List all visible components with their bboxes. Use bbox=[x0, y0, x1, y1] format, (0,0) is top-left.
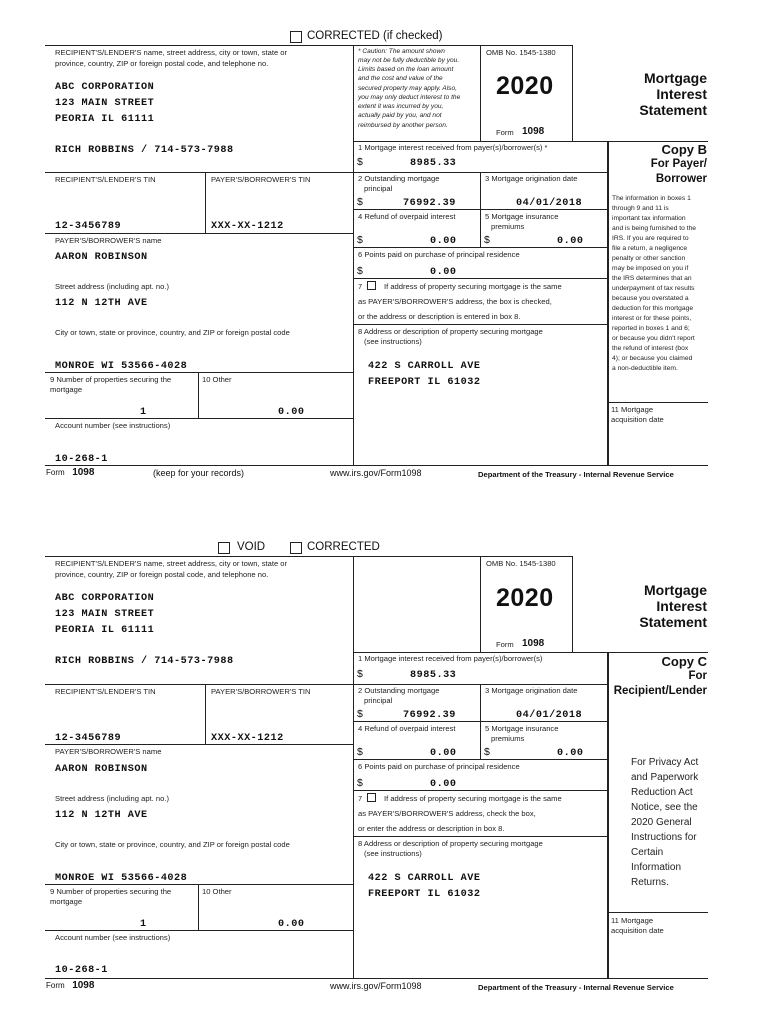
form-label: Form bbox=[496, 128, 514, 137]
form-number: 1098 bbox=[522, 126, 545, 137]
form-number: 1098 bbox=[522, 638, 545, 649]
box11-label: 11 Mortgage bbox=[611, 916, 654, 925]
payer-tin: XXX-XX-1212 bbox=[211, 733, 284, 744]
recipient-tin-label: RECIPIENT'S/LENDER'S TIN bbox=[55, 687, 156, 696]
recipient-city: PEORIA IL 61111 bbox=[55, 114, 155, 125]
box7-address-same-checkbox[interactable] bbox=[367, 281, 376, 290]
account-number: 10-268-1 bbox=[55, 454, 108, 465]
box3-origination-date: 04/01/2018 bbox=[516, 710, 583, 721]
recipient-street: 123 MAIN STREET bbox=[55, 609, 155, 620]
box7-address-same-checkbox[interactable] bbox=[367, 793, 376, 802]
payer-tin-label: PAYER'S/BORROWER'S TIN bbox=[211, 175, 311, 184]
recipient-label: RECIPIENT'S/LENDER'S name, street address, city or town, state or bbox=[55, 559, 288, 568]
box4-label: 4 Refund of overpaid interest bbox=[358, 212, 456, 221]
street-label: Street address (including apt. no.) bbox=[55, 282, 169, 291]
footer-form: Form 1098 bbox=[46, 980, 95, 991]
box1-mortgage-interest: 8985.33 bbox=[410, 670, 457, 681]
box3-label: 3 Mortgage origination date bbox=[485, 174, 578, 183]
recipient-tin: 12-3456789 bbox=[55, 733, 122, 744]
tax-year: 2020 bbox=[496, 584, 554, 612]
void-checkbox[interactable] bbox=[218, 542, 230, 554]
box10-other: 0.00 bbox=[278, 407, 305, 418]
recipient-tin-label: RECIPIENT'S/LENDER'S TIN bbox=[55, 175, 156, 184]
box3-origination-date: 04/01/2018 bbox=[516, 198, 583, 209]
payer-city: MONROE WI 53566-4028 bbox=[55, 361, 188, 372]
box3-label: 3 Mortgage origination date bbox=[485, 686, 578, 695]
box2-label: 2 Outstanding mortgage bbox=[358, 686, 440, 695]
box1-label: 1 Mortgage interest received from payer(s)/borrower(s) bbox=[358, 654, 543, 663]
box5-label: 5 Mortgage insurance bbox=[485, 724, 559, 733]
payer-name-label: PAYER'S/BORROWER'S name bbox=[55, 747, 162, 756]
account-label: Account number (see instructions) bbox=[55, 933, 171, 942]
recipient-label: RECIPIENT'S/LENDER'S name, street address, city or town, state or bbox=[55, 48, 288, 57]
street-label: Street address (including apt. no.) bbox=[55, 794, 169, 803]
footer-department: Department of the Treasury - Internal Revenue Service bbox=[478, 983, 674, 992]
payer-name: AARON ROBINSON bbox=[55, 764, 148, 775]
recipient-label-2: province, country, ZIP or foreign postal code, and telephone no. bbox=[55, 59, 269, 68]
void-label: VOID bbox=[237, 541, 266, 553]
recipient-city: PEORIA IL 61111 bbox=[55, 625, 155, 636]
box8-property-street: 422 S CARROLL AVE bbox=[368, 361, 481, 372]
box8-property-street: 422 S CARROLL AVE bbox=[368, 873, 481, 884]
recipient-name: ABC CORPORATION bbox=[55, 82, 155, 93]
payer-name-label: PAYER'S/BORROWER'S name bbox=[55, 236, 162, 245]
box9-label: 9 Number of properties securing the bbox=[50, 887, 172, 896]
footer-department: Department of the Treasury - Internal Revenue Service bbox=[478, 470, 674, 479]
box10-label: 10 Other bbox=[202, 375, 232, 384]
tax-year: 2020 bbox=[496, 72, 554, 100]
box7-text-1: If address of property securing mortgage is the same bbox=[384, 794, 562, 803]
payer-name: AARON ROBINSON bbox=[55, 252, 148, 263]
recipient-name: ABC CORPORATION bbox=[55, 593, 155, 604]
box5-label: 5 Mortgage insurance bbox=[485, 212, 559, 221]
payer-city: MONROE WI 53566-4028 bbox=[55, 873, 188, 884]
corrected-checkbox[interactable] bbox=[290, 542, 302, 554]
footer-url[interactable]: www.irs.gov/Form1098 bbox=[330, 468, 422, 478]
box9-label: 9 Number of properties securing the bbox=[50, 375, 172, 384]
footer-url[interactable]: www.irs.gov/Form1098 bbox=[330, 981, 422, 991]
box10-other: 0.00 bbox=[278, 919, 305, 930]
box9-properties: 1 bbox=[140, 407, 147, 418]
form-1098-copy-c: VOID CORRECTED RECIPIENT'S/LENDER'S name, street address, city or town, state or province, country, ZIP or foreign postal code, and telephone no. ABC CORPORATION 123 MAIN STREET PEORIA IL 61111 RICH ROBBINS / 714-573-7988 OMB No. 1545-1380 2020 Form 1098 Mortgage Interest Statement Copy C For Recipient/Lender 1 Mortgage interest received from payer(s)/borrower(s) $ 8985.33 RECIPIENT'S/LENDER'S TIN PAYER'S/BORROWER'S TIN 12-3456789 XXX-XX-1212 2 Outstanding mortgage principal $ 76992.39 3 Mortgage origination date 04/01/2018 4 Refund of overpaid interest $ 0.00 5 Mortgage insurance premiums $ 0.00 PAYER'S/BORROWER'S name AARON ROBINSON 6 Points paid on purchase of principal residence $ 0.00 Street address (including apt. no.) 112 N 12TH AVE 7 If address of property securing mortgage is the same as PAYER'S/BORROWER'S address, check the box, or enter the address or description in box 8. City or town, state or province, country, and ZIP or foreign postal code MONROE WI 53566-4028 8 Address or description of property securing mortgage (see instructions) 422 S CARROLL AVE FREEPORT IL 61032 9 Number of properties securing the mortgage 1 10 Other 0.00 Account number (see instructions) 10-268-1 For Privacy Act and Paperwork Reduction Act Notice, see the 2020 General Instructions for Certain Information Returns. 11 Mortgage acquisition date Form 1098 www.irs.gov/Form1098 Department of the Treasury - Internal Revenue Service bbox=[46, 541, 707, 992]
payer-street: 112 N 12TH AVE bbox=[55, 810, 148, 821]
box7-text-2: as PAYER'S/BORROWER'S address, the box is checked, bbox=[358, 297, 552, 306]
box1-label: 1 Mortgage interest received from payer(s)/borrower(s) * bbox=[358, 143, 548, 152]
recipient-label-2: province, country, ZIP or foreign postal code, and telephone no. bbox=[55, 570, 269, 579]
corrected-label: CORRECTED bbox=[307, 541, 380, 553]
box2-label: 2 Outstanding mortgage bbox=[358, 174, 440, 183]
box4-refund: 0.00 bbox=[430, 236, 457, 247]
box8-property-city: FREEPORT IL 61032 bbox=[368, 889, 481, 900]
recipient-street: 123 MAIN STREET bbox=[55, 98, 155, 109]
box6-label: 6 Points paid on purchase of principal residence bbox=[358, 250, 520, 259]
omb-number: OMB No. 1545-1380 bbox=[486, 559, 556, 568]
recipient-tin: 12-3456789 bbox=[55, 221, 122, 232]
box5-insurance-premiums: 0.00 bbox=[557, 748, 584, 759]
footer-keep: (keep for your records) bbox=[153, 468, 245, 478]
box2-outstanding-principal: 76992.39 bbox=[403, 710, 456, 721]
corrected-label: CORRECTED (if checked) bbox=[307, 30, 443, 42]
corrected-checkbox[interactable] bbox=[290, 31, 302, 43]
payer-street: 112 N 12TH AVE bbox=[55, 298, 148, 309]
box7-text-2: as PAYER'S/BORROWER'S address, check the box, bbox=[358, 809, 536, 818]
box4-label: 4 Refund of overpaid interest bbox=[358, 724, 456, 733]
city-label: City or town, state or province, country, and ZIP or foreign postal code bbox=[55, 840, 290, 849]
form-1098-copy-b: CORRECTED (if checked) RECIPIENT'S/LENDER'S name, street address, city or town, state or province, country, ZIP or foreign postal code, and telephone no. ABC CORPORATION 123 MAIN STREET PEORIA IL 61111 RICH ROBBINS / 714-573-7988 * Caution: The amount shown may not be fully deductible by you. Limits based on the loan amount and the cost and value of the secured property may apply. Also, you may only deduct interest to the extent it was incurred by you, actually paid by you, and not reimbursed by another person. OMB No. 1545-1380 2020 Form 1098 Mortgage Interest Statement Copy B For Payer/ Borrower 1 Mortgage interest received from payer(s)/borrower(s) * $ 8985.33 RECIPIENT'S/LENDER'S TIN PAYER'S/BORROWER'S TIN 12-3456789 XXX-XX-1212 2 Outstanding mortgage principal $ 76992.39 3 Mortgage origination date 04/01/2018 4 Refund of overpaid interest $ 0.00 5 Mortgage insurance premiums $ 0.00 PAYER'S/BORROWER'S name AARON ROBINSON 6 Points paid on purchase of principal residence $ 0.00 Street address (including apt. no.) 112 N 12TH AVE 7 If address of property securing mortgage is the same as PAYER'S/BORROWER'S address, the box is checked, or the address or description is entered in box 8. City or town, state or province, country, and ZIP or foreign postal code MONROE WI 53566-4028 8 Address or description of property securing mortgage (see instructions) 422 S CARROLL AVE FREEPORT IL 61032 9 Number of properties securing the mortgage 1 10 Other 0.00 Account number (see instructions) 10-268-1 The information in boxes 1 through 9 and 11 is important tax information and is being furnished to the IRS. If you are required to file a return, a negligence penalty or other sanction may be imposed on you if the IRS determines that an underpayment of tax results because you overstated a deduction for this mortgage interest or for these points, reported in boxes 1 and 6; or because you didn't report the refund of interest (box 4); or because you claimed a non-deductible item. 11 Mortgage acquisition date Form 1098 (keep for your records) www.irs.gov/Form1098 Department of the Treasury - Internal Revenue Service bbox=[46, 30, 707, 479]
footer-form: Form 1098 bbox=[46, 467, 95, 478]
box6-label: 6 Points paid on purchase of principal residence bbox=[358, 762, 520, 771]
box5-insurance-premiums: 0.00 bbox=[557, 236, 584, 247]
form-label: Form bbox=[496, 640, 514, 649]
box10-label: 10 Other bbox=[202, 887, 232, 896]
account-label: Account number (see instructions) bbox=[55, 421, 171, 430]
box2-outstanding-principal: 76992.39 bbox=[403, 198, 456, 209]
box8-label: 8 Address or description of property securing mortgage bbox=[358, 327, 543, 336]
box11-label: 11 Mortgage bbox=[611, 405, 654, 414]
box4-refund: 0.00 bbox=[430, 748, 457, 759]
box8-label: 8 Address or description of property securing mortgage bbox=[358, 839, 543, 848]
box1-mortgage-interest: 8985.33 bbox=[410, 158, 457, 169]
account-number: 10-268-1 bbox=[55, 965, 108, 976]
box6-points-paid: 0.00 bbox=[430, 267, 457, 278]
recipient-contact: RICH ROBBINS / 714-573-7988 bbox=[55, 656, 234, 667]
city-label: City or town, state or province, country, and ZIP or foreign postal code bbox=[55, 328, 290, 337]
payer-tin-label: PAYER'S/BORROWER'S TIN bbox=[211, 687, 311, 696]
payer-tin: XXX-XX-1212 bbox=[211, 221, 284, 232]
box6-points-paid: 0.00 bbox=[430, 779, 457, 790]
box7-text-1: If address of property securing mortgage is the same bbox=[384, 282, 562, 291]
box9-properties: 1 bbox=[140, 919, 147, 930]
box7-text-3: or the address or description is entered in box 8. bbox=[358, 312, 521, 321]
box8-property-city: FREEPORT IL 61032 bbox=[368, 377, 481, 388]
box7-text-3: or enter the address or description in box 8. bbox=[358, 824, 505, 833]
omb-number: OMB No. 1545-1380 bbox=[486, 48, 556, 57]
recipient-contact: RICH ROBBINS / 714-573-7988 bbox=[55, 145, 234, 156]
